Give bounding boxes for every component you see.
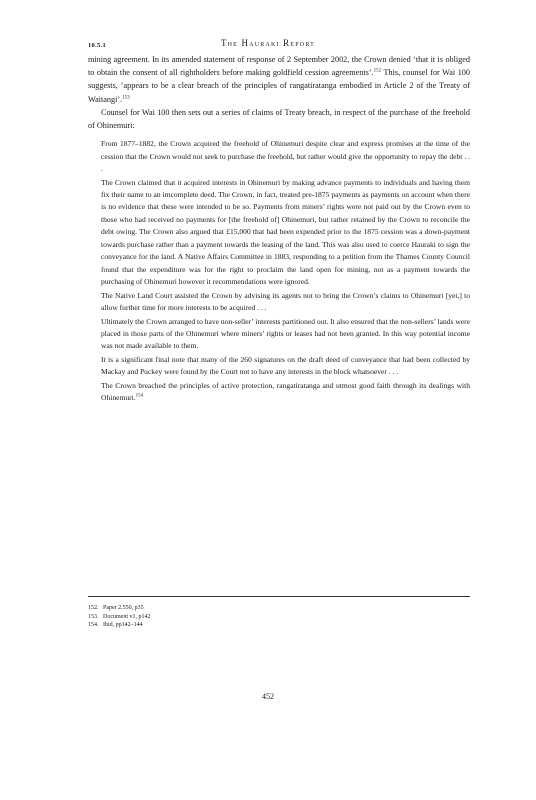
footnote	[88, 621, 470, 630]
paragraph: Counsel for Wai 100 then sets out a series of claims of Treaty breach, in respect of the purchase of the freehold of Ohinemuri:	[88, 107, 470, 131]
footnote-ref[interactable]: 152	[373, 68, 382, 74]
quote-paragraph	[101, 380, 470, 405]
quote-paragraph: From 1877–1882, the Crown acquired the freehold of Ohinemuri despite clear and express promises at the time of the cession that the Crown would not seek to purchase the freehold, but rather would give the opportunity to repay the debt . . .	[101, 139, 470, 174]
paragraph-text: mining agreement. In its amended statement of response of 2 September 2002, the Crown denied ‘that it is obliged to obtain the consent of all rightholders before making goldfield cession agreements’.	[88, 55, 470, 78]
quote-paragraph: Ultimately the Crown arranged to have non-seller’ interests partitioned out. It also ensured that the non-sellers’ lands were placed in those parts of the Ohinemuri where miners’ rights or leases had not been granted. In this way potential income was not made available to them.	[101, 316, 470, 351]
footnote-divider	[88, 596, 470, 597]
section-number: 10.5.1	[88, 42, 107, 49]
footnote	[88, 613, 470, 622]
quote-text: The Crown breached the principles of active protection, rangatiratanga and utmost good faith through its dealings with Ohinemuri.	[101, 380, 470, 403]
footnote	[88, 604, 470, 613]
footnote-number: 154.	[88, 622, 99, 629]
quote-paragraph: The Native Land Court assisted the Crown by advising its agents not to bring the Crown’s claims to Ohinemuri [yet,] to allow further time for more interests to be acquired . . .	[101, 290, 470, 313]
quote-paragraph: It is a significant final note that many of the 260 signatures on the draft deed of conveyance that had been collected by Mackay and Puckey were found by the Court not to have any interests in the block whatsoever . . .	[101, 354, 470, 377]
footnote-text: Document v1, p142	[103, 613, 151, 620]
footnote-number: 152.	[88, 605, 99, 611]
paragraph-text: This, counsel for Wai 100 suggests, ‘appears to be a clear breach of the principles of rangatiratanga embodied in Article 2 of the Treaty of Waitangi’.	[88, 68, 470, 104]
body-text	[88, 53, 470, 406]
quote-paragraph: The Crown claimed that it acquired interests in Ohinemuri by making advance payments to individuals and having them fix their name to an imcomplete deed. The Crown, in fact, treated pre-1875 payments as payments on account when there is no evidence that these were intended to be so. Payments from miners’ rights were not paid out by the Crown even to those who had received no payments for [the freehold of] Ohinemuri, but rather retained by the Crown to reconcile the debt owing. The Crown also argued that £15,000 that had been expended prior to the 1875 cession was a down-payment towards purchase rather than a payment towards the leasing of the land. This was also used to coerce Hauraki to sign the conveyance for the land. A Native Affairs Committee in 1883, responding to a petition from the Thames County Council found that the expenditure was for the right to proclaim the land open for mining, not as a payment towards the purchasing of Ohinemuri however it recommendations were ignored.	[101, 177, 470, 287]
running-head: The Hauraki Report	[220, 38, 316, 48]
footnote-text: Paper 2.550, p35	[103, 605, 144, 611]
footnote-number: 153.	[88, 613, 99, 620]
footnote-text: Ibid, pp142–144	[103, 622, 143, 629]
footnotes	[88, 604, 470, 630]
footnote-ref[interactable]: 154	[135, 393, 144, 399]
footnote-ref[interactable]: 153	[122, 94, 130, 100]
page-number: 452	[262, 692, 274, 701]
block-quote	[101, 138, 470, 405]
paragraph	[88, 53, 470, 106]
